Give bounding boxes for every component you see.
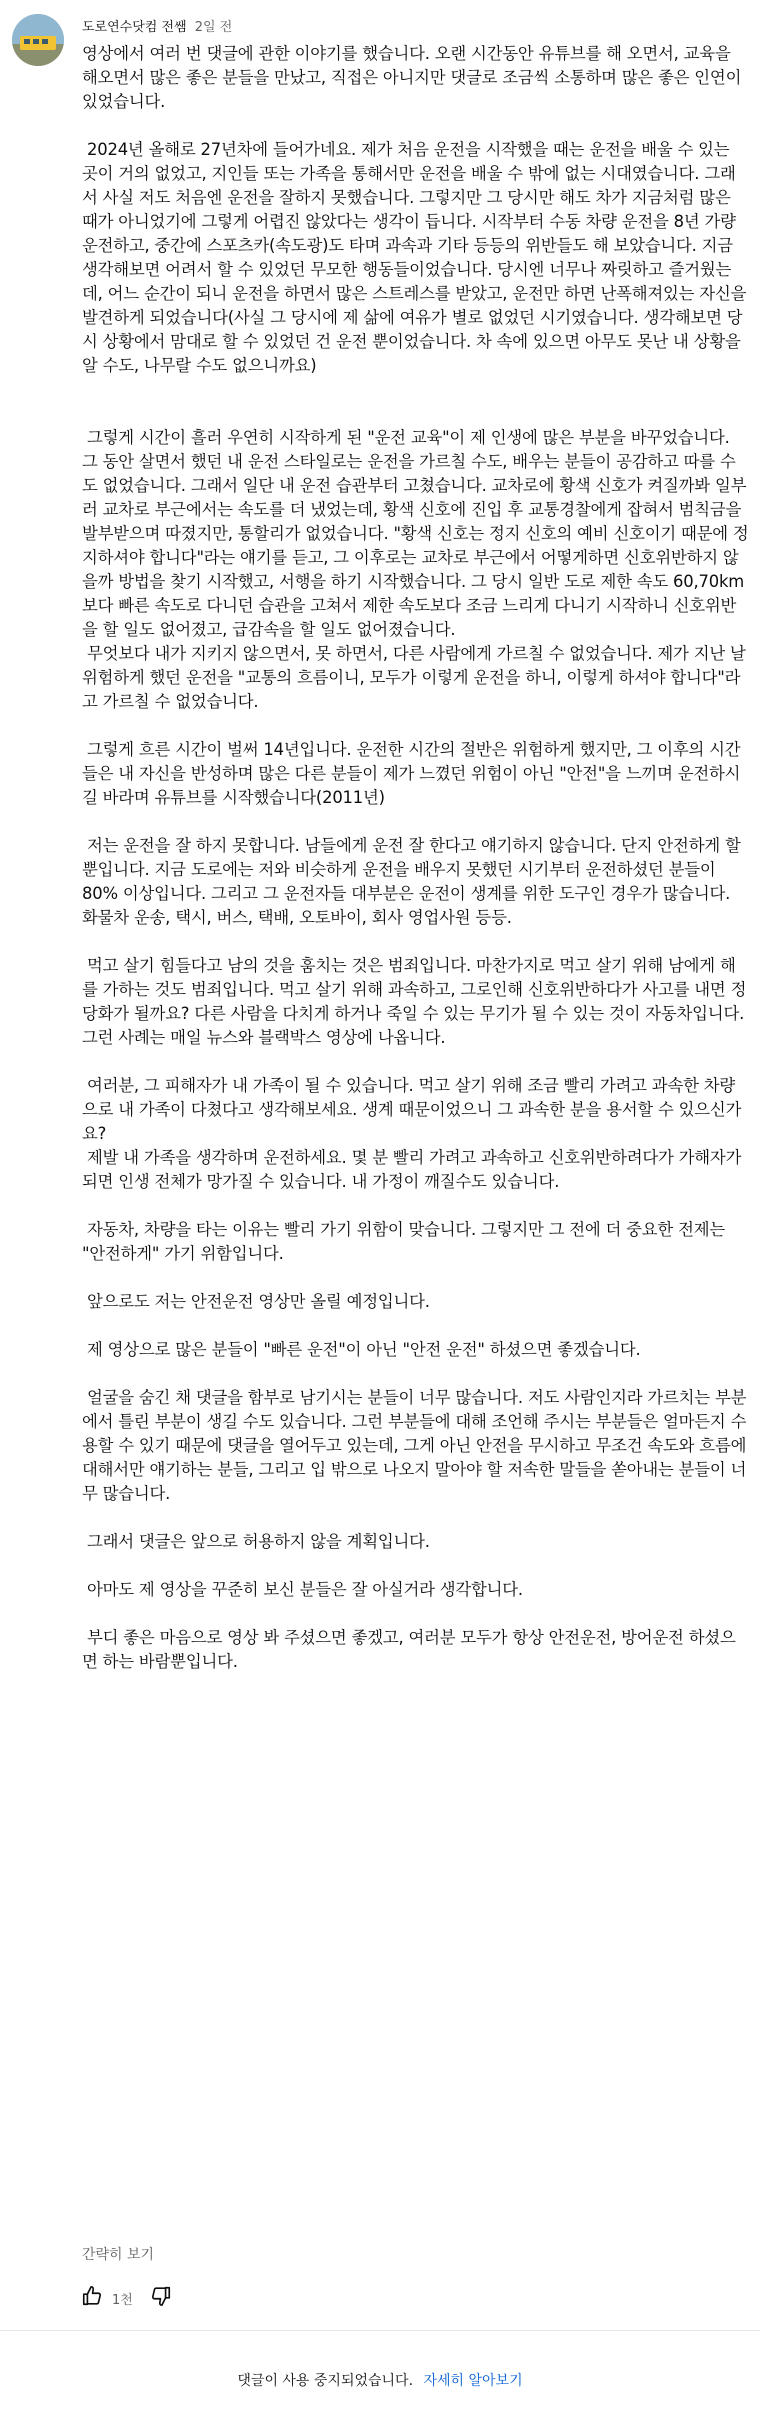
comments-disabled-notice xyxy=(0,2370,760,2390)
comment-time[interactable]: 2일 전 xyxy=(194,20,233,35)
avatar-window xyxy=(42,39,48,44)
like-count: 1천 xyxy=(112,2292,133,2308)
author-name[interactable]: 도로연수닷컴 xyxy=(82,20,158,35)
comment-actions xyxy=(78,2283,175,2313)
like-button[interactable] xyxy=(78,2284,106,2312)
comment-header xyxy=(82,16,232,35)
comments-disabled-text: 댓글이 사용 중지되었습니다. xyxy=(237,2373,414,2389)
show-less-button[interactable]: 간략히 보기 xyxy=(82,2247,155,2263)
divider xyxy=(0,2330,760,2331)
thumbs-up-icon xyxy=(81,2285,103,2311)
comment-body: 영상에서 여러 번 댓글에 관한 이야기를 했습니다. 오랜 시간동안 유튜브를 해 오면서, 교육을 해오면서 많은 좋은 분들을 만났고, 직접은 아니지만 댓글로 조금씩 소통하며 많은 좋은 인연이 있었습니다. 2024년 올해로 27년차에 들어가네요. 제가 처음 운전을 시작했을 때는 운전을 배울 수 있는 곳이 거의 없었고, 지인들 또는 가족을 통해서만 운전을 배울 수 밖에 없는 시대였습니다. 그래서 사실 저도 처음엔 운전을 잘하지 못했습니다. 그렇지만 그 당시만 해도 차가 지금처럼 많은 때가 아니었기에 그렇게 어렵진 않았다는 생각이 듭니다. 시작부터 수동 차량 운전을 8년 가량 운전하고, 중간에 스포츠카(속도광)도 타며 과속과 기타 등등의 위반들도 해 보았습니다. 지금 생각해보면 어려서 할 수 있었던 무모한 행동들이었습니다. 당시엔 너무나 짜릿하고 즐거웠는데, 어느 순간이 되니 운전을 하면서 많은 스트레스를 받았고, 운전만 하면 난폭해져있는 자신을 발견하게 되었습니다(사실 그 당시에 제 삶에 여유가 별로 없었던 시기였습니다. 생각해보면 당시 상황에서 맘대로 할 수 있었던 건 운전 뿐이었습니다. 차 속에 있으면 아무도 못난 내 상황을 알 수도, 나무랄 수도 없으니까요) 그렇게 시간이 흘러 우연히 시작하게 된 "운전 교육"이 제 인생에 많은 부분을 바꾸었습니다. 그 동안 살면서 했던 내 운전 스타일로는 운전을 가르칠 수도, 배우는 분들이 공감하고 따를 수도 없었습니다. 그래서 일단 내 운전 습관부터 고쳤습니다. 교차로에 황색 신호가 켜질까봐 일부러 교차로 부근에서는 속도를 더 냈었는데, 황색 신호에 진입 후 교통경찰에게 잡혀서 범칙금을 발부받으며 따졌지만, 통할리가 없었습니다. "황색 신호는 정지 신호의 예비 신호이기 때문에 정지하셔야 합니다"라는 얘기를 듣고, 그 이후로는 교차로 부근에서 어떻게하면 신호위반하지 않을까 방법을 찾기 시작했고, 서행을 하기 시작했습니다. 그 당시 일반 도로 제한 속도 60,70km 보다 빠른 속도로 다니던 습관을 고쳐서 제한 속도보다 조금 느리게 다니기 시작하니 신호위반을 할 일도 없어졌고, 급감속을 할 일도 없어졌습니다. 무엇보다 내가 지키지 않으면서, 못 하면서, 다른 사람에게 가르칠 수 없었습니다. 제가 지난 날 위험하게 했던 운전을 "교통의 흐름이니, 모두가 이렇게 운전을 하니, 이렇게 하셔야 합니다"라고 가르칠 수 없었습니다. 그렇게 흐른 시간이 벌써 14년입니다. 운전한 시간의 절반은 위험하게 했지만, 그 이후의 시간들은 내 자신을 반성하며 많은 다른 분들이 제가 느꼈던 위험이 아닌 "안전"을 느끼며 운전하시길 바라며 유튜브를 시작했습니다(2011년) 저는 운전을 잘 하지 못합니다. 남들에게 운전 잘 한다고 얘기하지 않습니다. 단지 안전하게 할 뿐입니다. 지금 도로에는 저와 비슷하게 운전을 배우지 못했던 시기부터 운전하셨던 분들이 80% 이상입니다. 그리고 그 운전자들 대부분은 운전이 생계를 위한 도구인 경우가 많습니다. 화물차 운송, 택시, 버스, 택배, 오토바이, 회사 영업사원 등등. 먹고 살기 힘들다고 남의 것을 훔치는 것은 범죄입니다. 마찬가지로 먹고 살기 위해 남에게 해를 가하는 것도 범죄입니다. 먹고 살기 위해 과속하고, 그로인해 신호위반하다가 사고를 내면 정당화가 될까요? 다른 사람을 다치게 하거나 죽일 수 있는 무기가 될 수 있는 것이 자동차입니다. 그런 사례는 매일 뉴스와 블랙박스 영상에 나옵니다. 여러분, 그 피해자가 내 가족이 될 수 있습니다. 먹고 살기 위해 조금 빨리 가려고 과속한 차량으로 내 가족이 다쳤다고 생각해보세요. 생계 때문이었으니 그 과속한 분을 용서할 수 있으신가요? 제발 내 가족을 생각하며 운전하세요. 몇 분 빨리 가려고 과속하고 신호위반하려다가 가해자가 되면 인생 전체가 망가질 수 있습니다. 내 가정이 깨질수도 있습니다. 자동차, 차량을 타는 이유는 빨리 가기 위함이 맞습니다. 그렇지만 그 전에 더 중요한 전제는 "안전하게" 가기 위함입니다. 앞으로도 저는 안전운전 영상만 올릴 예정입니다. 제 영상으로 많은 분들이 "빠른 운전"이 아닌 "안전 운전" 하셨으면 좋겠습니다. 얼굴을 숨긴 채 댓글을 함부로 남기시는 분들이 너무 많습니다. 저도 사람인지라 가르치는 부분에서 틀린 부분이 생길 수도 있습니다. 그런 부분들에 대해 조언해 주시는 부분들은 얼마든지 수용할 수 있기 때문에 댓글을 열어두고 있는데, 그게 아닌 안전을 무시하고 무조건 속도와 흐름에 대해서만 얘기하는 분들, 그리고 입 밖으로 나오지 말아야 할 저속한 말들을 쏟아내는 분들이 너무 많습니다. 그래서 댓글은 앞으로 허용하지 않을 계획입니다. 아마도 제 영상을 꾸준히 보신 분들은 잘 아실거라 생각합니다. 부디 좋은 마음으로 영상 봐 주셨으면 좋겠고, 여러분 모두가 항상 안전운전, 방어운전 하셨으면 하는 바람뿐입니다. xyxy=(82,44,749,1671)
dislike-button[interactable] xyxy=(147,2284,175,2312)
avatar-window xyxy=(24,39,30,44)
avatar-window xyxy=(33,39,39,44)
learn-more-link[interactable]: 자세히 알아보기 xyxy=(423,2373,523,2389)
author-suffix[interactable]: 전쌤 xyxy=(161,20,187,35)
thumbs-down-icon xyxy=(150,2285,172,2311)
avatar[interactable] xyxy=(12,14,64,66)
